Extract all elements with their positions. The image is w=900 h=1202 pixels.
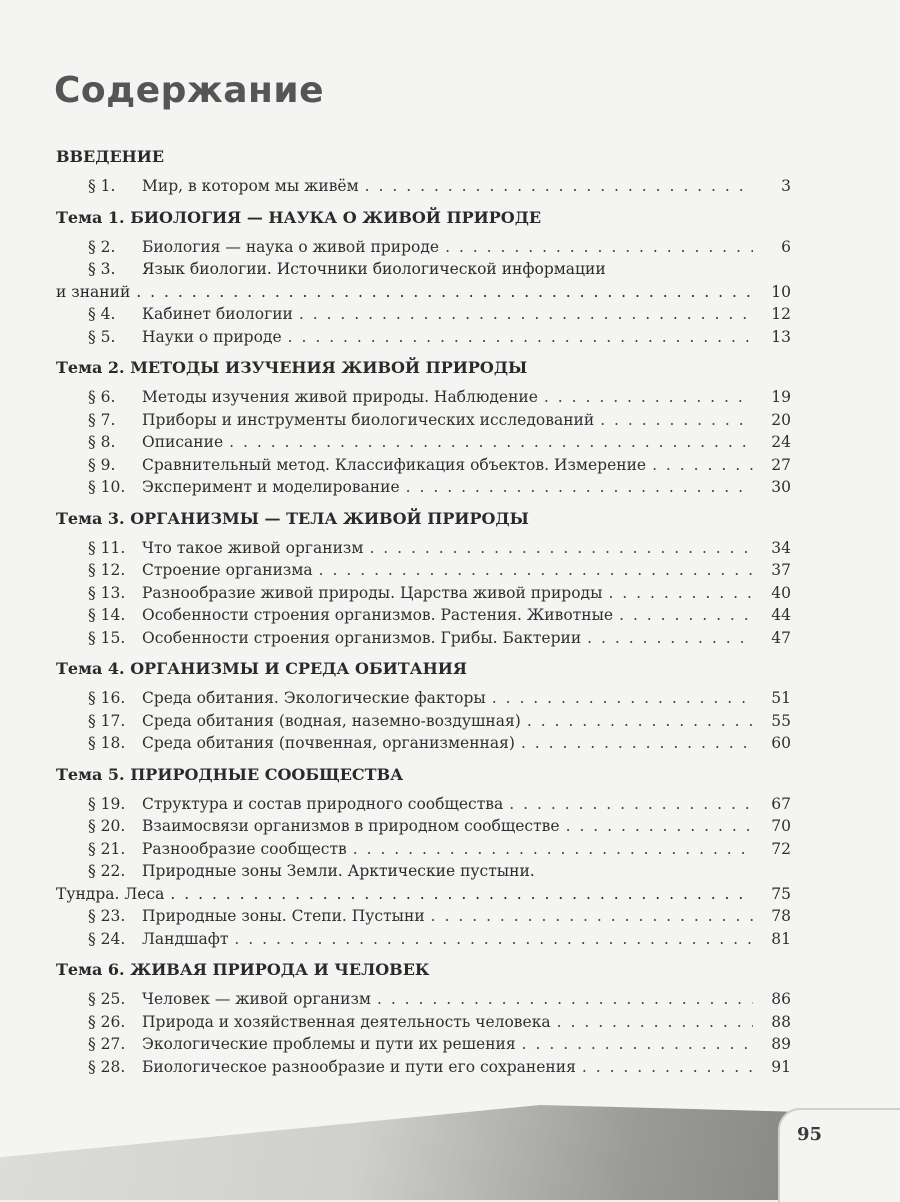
entry-title: Язык биологии. Источники биологической информации [142, 260, 606, 278]
toc-section [56, 958, 791, 1078]
dot-leader [353, 838, 753, 861]
entry-number: § 13. [88, 583, 126, 602]
dot-leader [600, 409, 753, 432]
dot-leader [136, 281, 753, 304]
toc-section [56, 206, 791, 349]
toc-entry [56, 928, 791, 951]
entry-page: 30 [771, 478, 791, 496]
entry-page: 67 [771, 794, 791, 813]
entry-number: § 28. [88, 1057, 126, 1076]
entry-number: § 7. [88, 410, 116, 429]
entry-page: 75 [771, 884, 791, 903]
entry-number: § 5. [88, 327, 116, 346]
dot-leader [521, 732, 753, 755]
dot-leader [619, 604, 753, 627]
toc-entry [56, 710, 791, 733]
entry-page: 47 [771, 628, 791, 647]
dot-leader [369, 537, 753, 560]
entry-page: 34 [771, 538, 791, 557]
entry-number: § 16. [88, 689, 126, 707]
toc-entry [56, 537, 791, 560]
toc-section [56, 657, 791, 755]
entry-number: § 1. [88, 177, 116, 195]
entry-number: § 2. [88, 237, 116, 256]
section-heading: Тема 3. ОРГАНИЗМЫ — ТЕЛА ЖИВОЙ ПРИРОДЫ [56, 508, 529, 528]
entry-number: § 17. [88, 711, 126, 730]
entry-number: § 15. [88, 628, 126, 647]
entry-number: § 11. [88, 538, 126, 557]
entry-number: § 8. [88, 433, 116, 451]
entry-title: Эксперимент и моделирование [142, 478, 400, 496]
entry-title: Мир, в котором мы живём [142, 177, 359, 195]
entry-title: Кабинет биологии [142, 305, 293, 323]
dot-leader [445, 236, 753, 259]
toc-entry [56, 1011, 791, 1034]
dot-leader [652, 454, 753, 477]
toc-entry [56, 860, 791, 905]
entry-page: 81 [771, 929, 791, 948]
entry-number: § 14. [88, 606, 126, 624]
toc-entry [56, 559, 791, 582]
dot-leader [234, 928, 753, 951]
toc-entry [56, 1056, 791, 1079]
entry-page: 72 [771, 839, 791, 858]
entry-page: 78 [771, 907, 791, 925]
section-heading: Тема 1. БИОЛОГИЯ — НАУКА О ЖИВОЙ ПРИРОДЕ [56, 207, 542, 227]
toc-entry [56, 815, 791, 838]
entry-title: Описание [142, 433, 224, 451]
toc-entry [56, 582, 791, 605]
dot-leader [582, 1056, 753, 1079]
dot-leader [544, 386, 753, 409]
toc-entry [56, 386, 791, 409]
entry-page: 89 [771, 1035, 791, 1053]
entry-title: Среда обитания (водная, наземно-воздушная) [142, 711, 521, 730]
toc-entry [56, 175, 791, 198]
table-of-contents [56, 145, 791, 1086]
dot-leader [406, 476, 753, 499]
toc-entry [56, 409, 791, 432]
entry-title: Среда обитания. Экологические факторы [142, 689, 486, 707]
entry-title: Биологическое разнообразие и пути его сохранения [142, 1057, 576, 1076]
toc-entry [56, 627, 791, 650]
section-heading: Тема 6. ЖИВАЯ ПРИРОДА И ЧЕЛОВЕК [56, 960, 430, 979]
entry-title: Приборы и инструменты биологических исследований [142, 410, 595, 429]
section-heading: Тема 5. ПРИРОДНЫЕ СООБЩЕСТВА [56, 764, 404, 784]
toc-entry [56, 838, 791, 861]
entry-page: 27 [771, 455, 791, 474]
toc-entry [56, 905, 791, 928]
entry-number: § 23. [88, 907, 126, 925]
entry-page: 12 [771, 305, 791, 323]
entry-title: Методы изучения живой природы. Наблюдение [142, 388, 538, 406]
entry-page: 10 [771, 282, 791, 301]
entry-title: Природные зоны. Степи. Пустыни [142, 907, 425, 925]
entry-number: § 4. [88, 305, 116, 323]
toc-entry [56, 303, 791, 326]
dot-leader [527, 710, 753, 733]
entry-page: 88 [771, 1012, 791, 1031]
dot-leader [509, 793, 753, 816]
entry-page: 20 [771, 410, 791, 429]
toc-section [56, 145, 791, 198]
entry-number: § 24. [88, 929, 126, 948]
toc-section [56, 763, 791, 951]
entry-number: § 6. [88, 388, 116, 406]
toc-entry [56, 431, 791, 454]
toc-section [56, 507, 791, 650]
entry-number: § 27. [88, 1035, 126, 1053]
entry-page: 40 [771, 583, 791, 602]
toc-entry [56, 1033, 791, 1056]
page-number: 95 [797, 1124, 823, 1145]
entry-title: Разнообразие живой природы. Царства живой природы [142, 583, 603, 602]
toc-entry [56, 687, 791, 710]
entry-page: 91 [771, 1057, 791, 1076]
entry-title: Среда обитания (почвенная, организменная) [142, 734, 515, 752]
page-title: Содержание [54, 70, 325, 111]
entry-title: Экологические проблемы и пути их решения [142, 1035, 516, 1053]
section-heading: ВВЕДЕНИЕ [56, 147, 165, 166]
toc-entry [56, 604, 791, 627]
entry-title-continued: и знаний [56, 282, 131, 301]
entry-page: 55 [771, 711, 791, 730]
entry-page: 3 [781, 177, 791, 195]
entry-number: § 12. [88, 561, 126, 579]
toc-section [56, 356, 791, 499]
entry-title-continued: Тундра. Леса [56, 884, 165, 903]
entry-number: § 21. [88, 839, 126, 858]
toc-entry [56, 454, 791, 477]
dot-leader [377, 988, 753, 1011]
entry-number: § 3. [88, 260, 116, 278]
toc-entry [56, 988, 791, 1011]
toc-entry [56, 732, 791, 755]
entry-page: 37 [771, 561, 791, 579]
entry-title: Особенности строения организмов. Грибы. Бактерии [142, 628, 582, 647]
entry-number: § 18. [88, 734, 126, 752]
entry-page: 70 [771, 817, 791, 835]
entry-title: Строение организма [142, 561, 313, 579]
entry-title: Биология — наука о живой природе [142, 237, 440, 256]
toc-entry [56, 476, 791, 499]
entry-title: Природа и хозяйственная деятельность человека [142, 1012, 551, 1031]
entry-page: 44 [771, 606, 791, 624]
dot-leader [319, 559, 753, 582]
dot-leader [229, 431, 753, 454]
entry-number: § 20. [88, 817, 126, 835]
toc-entry [56, 236, 791, 259]
dot-leader [566, 815, 753, 838]
entry-page: 24 [771, 433, 791, 451]
entry-page: 60 [771, 734, 791, 752]
entry-title: Что такое живой организм [142, 538, 364, 557]
entry-number: § 9. [88, 455, 116, 474]
entry-title: Особенности строения организмов. Растения. Животные [142, 606, 614, 624]
entry-title: Структура и состав природного сообщества [142, 794, 504, 813]
dot-leader [522, 1033, 753, 1056]
section-heading: Тема 2. МЕТОДЫ ИЗУЧЕНИЯ ЖИВОЙ ПРИРОДЫ [56, 358, 528, 377]
entry-title: Взаимосвязи организмов в природном сообществе [142, 817, 560, 835]
footer-decoration [0, 1105, 900, 1200]
entry-title: Науки о природе [142, 327, 282, 346]
dot-leader [365, 175, 753, 198]
dot-leader [557, 1011, 753, 1034]
dot-leader [492, 687, 753, 710]
entry-number: § 19. [88, 794, 126, 813]
dot-leader [299, 303, 753, 326]
entry-page: 86 [771, 990, 791, 1008]
toc-entry [56, 258, 791, 303]
entry-title: Ландшафт [142, 929, 229, 948]
entry-number: § 22. [88, 862, 126, 880]
entry-page: 6 [781, 237, 791, 256]
entry-title: Природные зоны Земли. Арктические пустыни. [142, 862, 535, 880]
entry-page: 51 [771, 689, 791, 707]
entry-title: Разнообразие сообществ [142, 839, 347, 858]
entry-page: 13 [771, 327, 791, 346]
entry-title: Человек — живой организм [142, 990, 371, 1008]
dot-leader [288, 326, 753, 349]
entry-number: § 25. [88, 990, 126, 1008]
toc-entry [56, 793, 791, 816]
dot-leader [431, 905, 753, 928]
entry-number: § 10. [88, 478, 126, 496]
dot-leader [170, 883, 753, 906]
dot-leader [608, 582, 753, 605]
page-number-tab [778, 1108, 900, 1202]
entry-title: Сравнительный метод. Классификация объектов. Измерение [142, 455, 647, 474]
section-heading: Тема 4. ОРГАНИЗМЫ И СРЕДА ОБИТАНИЯ [56, 659, 468, 678]
entry-number: § 26. [88, 1012, 126, 1031]
entry-page: 19 [771, 388, 791, 406]
dot-leader [587, 627, 753, 650]
toc-entry [56, 326, 791, 349]
